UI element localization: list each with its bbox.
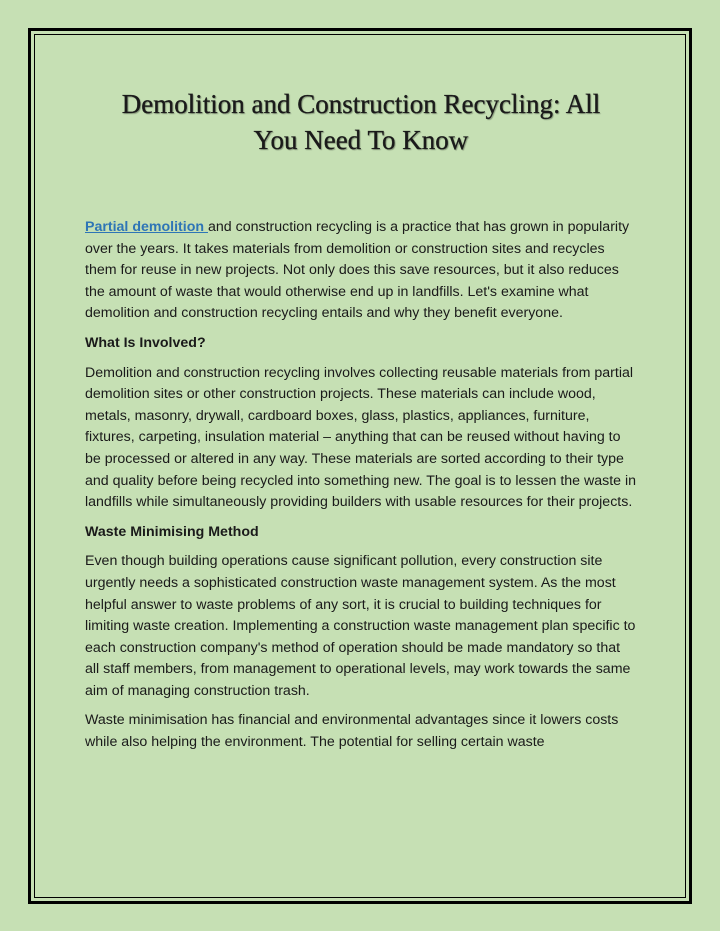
- section-paragraph: Demolition and construction recycling involves collecting reusable materials from partial demolition sites or other construction projects. These materials can include wood, metals, masonry, drywall, cardboard boxes, glass, plastics, appliances, furniture, fixtures, carpeting, insulation material – anything that can be reused without having to be processed or altered in any way. These materials are sorted according to their type and quality before being recycled into something new. The goal is to lessen the waste in landfills while simultaneously providing builders with usable resources for their projects.: [85, 364, 637, 511]
- document-title: [85, 86, 637, 158]
- intro-paragraph: [85, 217, 637, 325]
- section-heading-what-is-involved: What Is Involved?: [85, 334, 206, 351]
- title-line-2: You Need To Know: [253, 125, 469, 155]
- section-heading-waste-minimising: Waste Minimising Method: [85, 523, 259, 540]
- title-line-1: Demolition and Construction Recycling: All: [121, 89, 601, 119]
- intro-text: and construction recycling is a practice that has grown in popularity over the years. It takes materials from demolition or construction sites and recycles them for reuse in new projects. Not only does this save resources, but it also reduces the amount of waste that would otherwise end up in landfills. Let's examine what demolition and construction recycling entails and why they benefit everyone.: [85, 219, 630, 322]
- partial-demolition-link[interactable]: Partial demolition: [85, 219, 208, 235]
- section-paragraph: Even though building operations cause significant pollution, every construction site urgently needs a sophisticated construction waste management system. As the most helpful answer to waste problems of any sort, it is crucial to building techniques for limiting waste creation. Implementing a construction waste management plan specific to each construction company's method of operation should be made mandatory so that all staff members, from management to operational levels, may work towards the same aim of managing construction trash.: [85, 553, 636, 699]
- section-paragraph: Waste minimisation has financial and environmental advantages since it lowers costs while also helping the environment. The potential for selling certain waste: [85, 712, 619, 751]
- document-body: [85, 217, 637, 762]
